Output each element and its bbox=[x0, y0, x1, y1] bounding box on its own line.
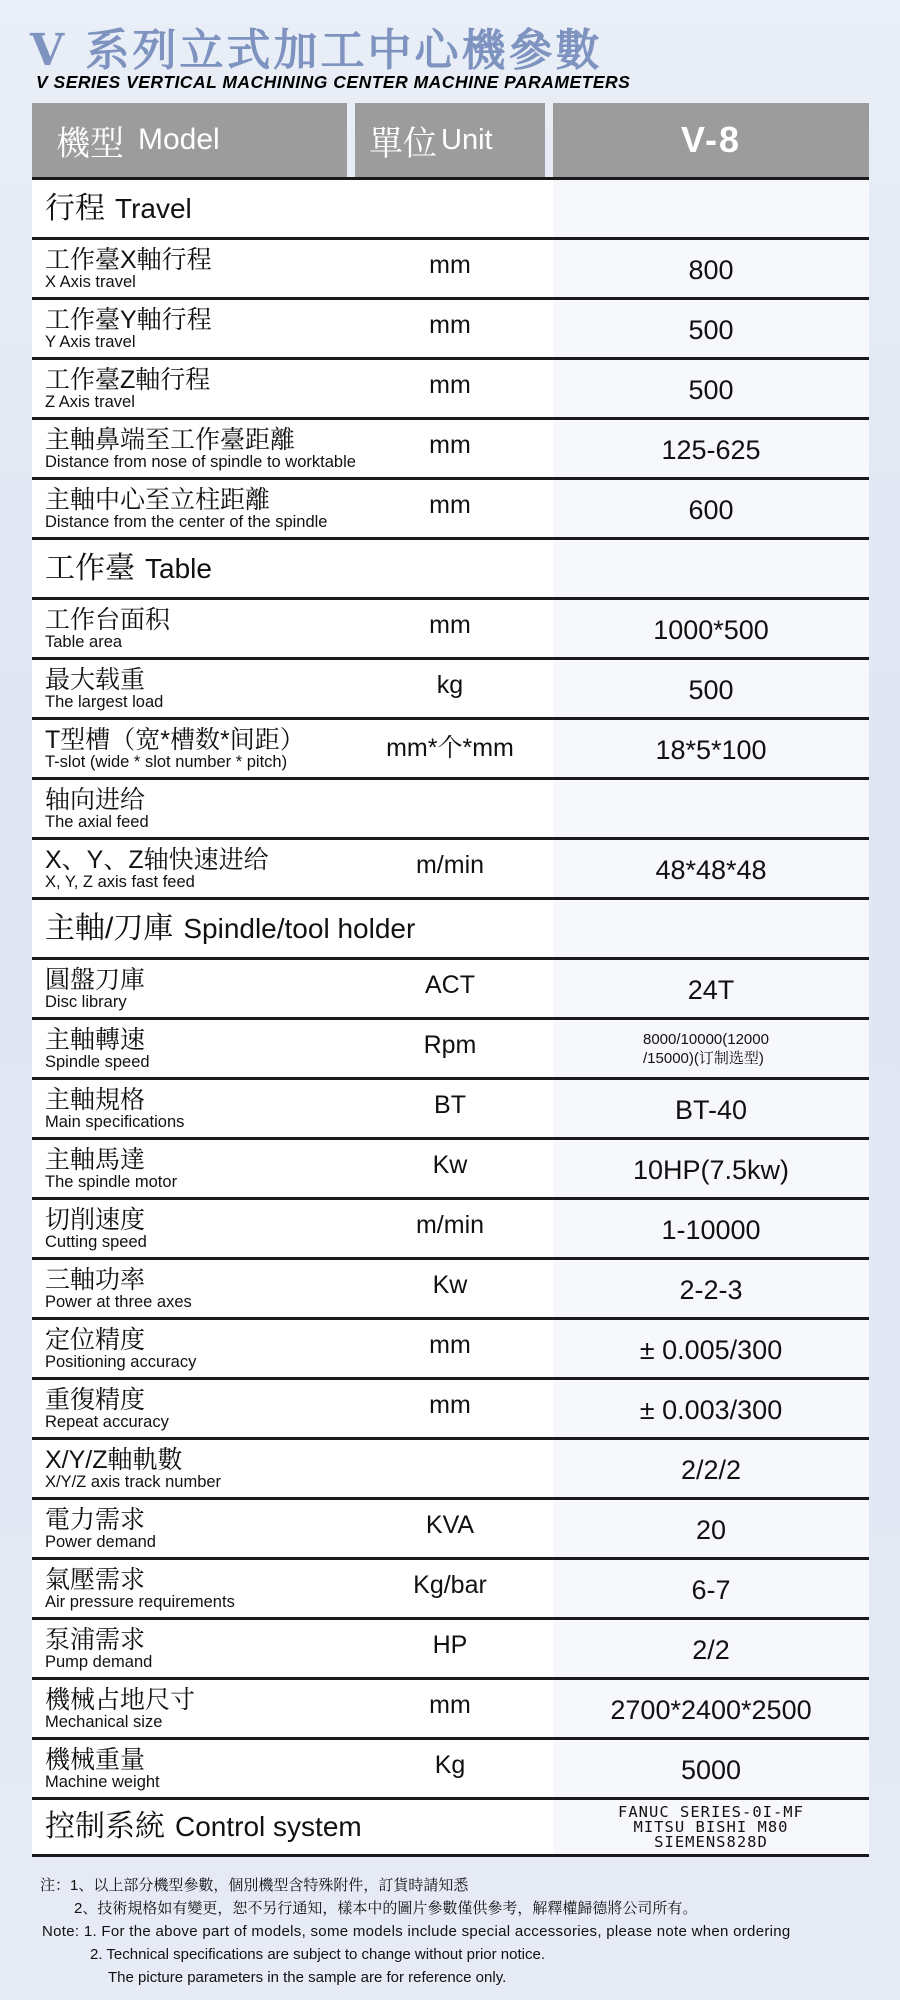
table-row bbox=[32, 1617, 869, 1677]
row-label: 主軸中心至立柱距離 bbox=[45, 485, 271, 514]
row-label: 切削速度 bbox=[45, 1205, 146, 1234]
row-value: 24T bbox=[553, 960, 869, 1017]
row-label: 主軸鼻端至工作臺距離 bbox=[45, 425, 296, 454]
row-unit: mm*个*mm bbox=[386, 733, 514, 762]
note-zh-2: 2、技術規格如有變更，恕不另行通知，樣本中的圖片參數僅供參考，解釋權歸德將公司所有。 bbox=[74, 1900, 698, 1917]
row-label-en: Main specifications bbox=[45, 1112, 185, 1131]
row-label-en: Travel bbox=[115, 192, 192, 224]
row-value: 18*5*100 bbox=[553, 720, 869, 777]
row-value: 5000 bbox=[553, 1740, 869, 1797]
row-unit: Kg bbox=[434, 1751, 466, 1779]
row-unit bbox=[355, 900, 545, 957]
row-value: 125-625 bbox=[553, 420, 869, 477]
row-value: 2700*2400*2500 bbox=[553, 1680, 869, 1737]
row-name-cell bbox=[32, 1440, 347, 1497]
row-name-cell bbox=[32, 1740, 347, 1797]
row-unit: mm bbox=[429, 611, 471, 639]
header-unit: 單位 Unit bbox=[355, 103, 545, 177]
row-unit: mm bbox=[429, 431, 471, 459]
row-value: ± 0.005/300 bbox=[553, 1320, 869, 1377]
table-row bbox=[32, 1257, 869, 1317]
table-row bbox=[32, 477, 869, 537]
row-name-cell bbox=[32, 900, 416, 957]
row-name-cell bbox=[32, 1140, 347, 1197]
row-label-en: Cutting speed bbox=[45, 1232, 147, 1251]
row-value: 48*48*48 bbox=[553, 840, 869, 897]
table-row bbox=[32, 1137, 869, 1197]
row-label: 主軸馬達 bbox=[45, 1145, 146, 1174]
row-unit: KVA bbox=[425, 1511, 475, 1539]
row-label: 控制系統 Control system bbox=[45, 1810, 362, 1843]
row-value: 2/2 bbox=[553, 1620, 869, 1677]
row-label: T型槽（宽*槽数*间距） bbox=[45, 725, 305, 754]
table-row bbox=[32, 1197, 869, 1257]
row-label-en: Distance from nose of spindle to worktable bbox=[45, 452, 356, 471]
row-label: 主軸規格 bbox=[45, 1085, 146, 1114]
table-row bbox=[32, 177, 869, 237]
row-name-cell bbox=[32, 1620, 347, 1677]
row-label-en: X Axis travel bbox=[45, 272, 136, 291]
row-unit bbox=[355, 780, 545, 837]
row-unit bbox=[355, 1440, 545, 1497]
table-row bbox=[32, 1737, 869, 1797]
row-label-en: X/Y/Z axis track number bbox=[45, 1472, 222, 1491]
row-label-en: Power demand bbox=[45, 1532, 156, 1551]
table-row bbox=[32, 1317, 869, 1377]
row-name-cell bbox=[32, 540, 347, 597]
page-subtitle: V SERIES VERTICAL MACHINING CENTER MACHINE PARAMETERS bbox=[36, 72, 631, 92]
table-row bbox=[32, 237, 869, 297]
row-name-cell bbox=[32, 180, 347, 237]
row-name-cell bbox=[32, 1320, 347, 1377]
row-name-cell bbox=[32, 720, 347, 777]
row-unit: mm bbox=[429, 491, 471, 519]
row-value: 1000*500 bbox=[553, 600, 869, 657]
row-value: 6-7 bbox=[553, 1560, 869, 1617]
row-unit: mm bbox=[429, 1391, 471, 1419]
row-value: 10HP(7.5kw) bbox=[553, 1140, 869, 1197]
row-label: 主軸轉速 bbox=[45, 1025, 146, 1054]
row-label-en: The spindle motor bbox=[45, 1172, 178, 1191]
parameters-table bbox=[32, 103, 869, 1857]
row-label: 氣壓需求 bbox=[45, 1565, 146, 1594]
table-row bbox=[32, 1077, 869, 1137]
row-unit: mm bbox=[429, 251, 471, 279]
row-label: 機械占地尺寸 bbox=[45, 1685, 196, 1714]
row-label-en: Air pressure requirements bbox=[45, 1592, 235, 1611]
row-label: 泵浦需求 bbox=[45, 1625, 146, 1654]
row-unit bbox=[355, 540, 545, 597]
row-label: 工作台面积 bbox=[45, 605, 171, 634]
row-unit: mm bbox=[429, 1691, 471, 1719]
row-label: 工作臺 Table bbox=[45, 551, 212, 585]
header-model: 機型 Model bbox=[32, 103, 347, 177]
row-label-en: Mechanical size bbox=[45, 1712, 163, 1731]
row-value: 1-10000 bbox=[553, 1200, 869, 1257]
note-en-2: 2. Technical specifications are subject to change without prior notice. bbox=[90, 1946, 545, 1963]
note-en-1: Note: 1. For the above part of models, some models include special accessories, please note when ordering bbox=[42, 1923, 791, 1940]
note-en-3: The picture parameters in the sample are for reference only. bbox=[108, 1969, 507, 1986]
row-value: 2/2/2 bbox=[553, 1440, 869, 1497]
table-row bbox=[32, 1497, 869, 1557]
row-value bbox=[553, 540, 869, 597]
row-label: X、Y、Z轴快速进给 bbox=[45, 845, 269, 874]
row-name-cell bbox=[32, 1560, 347, 1617]
table-header bbox=[32, 103, 869, 177]
row-label: 工作臺Y軸行程 bbox=[45, 305, 212, 334]
row-value bbox=[553, 900, 869, 957]
row-label-en: Power at three axes bbox=[45, 1292, 192, 1311]
table-row bbox=[32, 1557, 869, 1617]
table-row bbox=[32, 897, 869, 957]
row-unit: Rpm bbox=[423, 1031, 477, 1059]
row-value: ± 0.003/300 bbox=[553, 1380, 869, 1437]
row-name-cell bbox=[32, 1500, 347, 1557]
row-name-cell bbox=[32, 840, 347, 897]
row-label: 最大载重 bbox=[45, 665, 146, 694]
row-name-cell bbox=[32, 240, 347, 297]
row-unit: Kw bbox=[432, 1151, 468, 1179]
row-label: 圓盤刀庫 bbox=[45, 965, 146, 994]
table-row bbox=[32, 297, 869, 357]
row-label: 機械重量 bbox=[45, 1745, 146, 1774]
row-unit: mm bbox=[429, 1331, 471, 1359]
table-row bbox=[32, 537, 869, 597]
row-name-cell bbox=[32, 420, 356, 477]
table-row bbox=[32, 1797, 869, 1857]
row-name-cell bbox=[32, 660, 347, 717]
table-row bbox=[32, 777, 869, 837]
row-value: 2-2-3 bbox=[553, 1260, 869, 1317]
row-label-en: Positioning accuracy bbox=[45, 1352, 197, 1371]
row-label: 工作臺X軸行程 bbox=[45, 245, 212, 274]
table-body bbox=[32, 177, 869, 1857]
row-label-en: Y Axis travel bbox=[45, 332, 136, 351]
row-label-en: Table area bbox=[45, 632, 123, 651]
table-row bbox=[32, 1377, 869, 1437]
table-row bbox=[32, 597, 869, 657]
row-label-en: Pump demand bbox=[45, 1652, 153, 1671]
row-unit: ACT bbox=[425, 971, 475, 999]
row-label: 工作臺Z軸行程 bbox=[45, 365, 211, 394]
footnotes bbox=[40, 1874, 791, 1989]
row-value bbox=[553, 180, 869, 237]
row-value: 800 bbox=[553, 240, 869, 297]
row-unit: Kg/bar bbox=[413, 1571, 487, 1599]
header-model-value: V-8 bbox=[553, 103, 869, 177]
row-value: 500 bbox=[553, 660, 869, 717]
row-label: 電力需求 bbox=[45, 1505, 146, 1534]
table-row bbox=[32, 837, 869, 897]
row-value: 500 bbox=[553, 360, 869, 417]
table-row bbox=[32, 1017, 869, 1077]
row-name-cell bbox=[32, 780, 347, 837]
row-label-en: Spindle speed bbox=[45, 1052, 150, 1071]
row-name-cell bbox=[32, 480, 347, 537]
row-label-en: T-slot (wide * slot number * pitch) bbox=[45, 752, 288, 771]
row-name-cell bbox=[32, 300, 347, 357]
table-row bbox=[32, 417, 869, 477]
row-label: 定位精度 bbox=[45, 1325, 146, 1354]
row-value: 600 bbox=[553, 480, 869, 537]
row-value: 8000/10000(12000 /15000)(订制选型) bbox=[553, 1020, 869, 1077]
row-label-en: Z Axis travel bbox=[45, 392, 135, 411]
row-label: 三軸功率 bbox=[45, 1265, 146, 1294]
row-label-en: Repeat accuracy bbox=[45, 1412, 169, 1431]
row-unit: Kw bbox=[432, 1271, 468, 1299]
row-name-cell bbox=[32, 1380, 347, 1437]
row-label: 重復精度 bbox=[45, 1385, 146, 1414]
row-name-cell bbox=[32, 1800, 362, 1854]
table-row bbox=[32, 1677, 869, 1737]
row-value bbox=[553, 780, 869, 837]
row-label: 主軸/刀庫 Spindle/tool holder bbox=[45, 911, 416, 945]
row-name-cell bbox=[32, 600, 347, 657]
row-unit: BT bbox=[434, 1091, 466, 1119]
row-label-en: The axial feed bbox=[45, 812, 149, 831]
page-title: V 系列立式加工中心機參數 bbox=[30, 25, 603, 76]
row-label-en: Table bbox=[145, 552, 212, 584]
row-label-en: Distance from the center of the spindle bbox=[45, 512, 328, 531]
row-value: FANUC SERIES-0I-MF MITSU BISHI M80 SIEMENS828D bbox=[553, 1800, 869, 1854]
table-row bbox=[32, 1437, 869, 1497]
row-name-cell bbox=[32, 1200, 347, 1257]
table-row bbox=[32, 957, 869, 1017]
row-label-en: Disc library bbox=[45, 992, 127, 1011]
row-unit: kg bbox=[436, 671, 464, 699]
row-label-en: The largest load bbox=[45, 692, 164, 711]
row-name-cell bbox=[32, 1020, 347, 1077]
row-label-en: X, Y, Z axis fast feed bbox=[45, 872, 195, 891]
row-name-cell bbox=[32, 360, 347, 417]
row-unit: m/min bbox=[415, 851, 485, 879]
row-unit: mm bbox=[429, 371, 471, 399]
row-label-en: Control system bbox=[175, 1811, 362, 1842]
row-label: 轴向进给 bbox=[45, 785, 146, 814]
row-label: X/Y/Z軸軌數 bbox=[45, 1445, 183, 1474]
row-unit: mm bbox=[429, 311, 471, 339]
table-row bbox=[32, 357, 869, 417]
row-value: 20 bbox=[553, 1500, 869, 1557]
row-value: 500 bbox=[553, 300, 869, 357]
note-zh-1: 注：1、以上部分機型參數，個別機型含特殊附件，訂貨時請知悉 bbox=[40, 1877, 469, 1894]
row-unit: m/min bbox=[415, 1211, 485, 1239]
table-row bbox=[32, 717, 869, 777]
row-name-cell bbox=[32, 1680, 347, 1737]
row-label: 行程 Travel bbox=[45, 191, 192, 225]
row-name-cell bbox=[32, 1260, 347, 1317]
row-name-cell bbox=[32, 960, 347, 1017]
row-name-cell bbox=[32, 1080, 347, 1137]
row-unit bbox=[355, 180, 545, 237]
table-row bbox=[32, 657, 869, 717]
row-value: BT-40 bbox=[553, 1080, 869, 1137]
row-unit bbox=[355, 1800, 545, 1854]
row-label-en: Spindle/tool holder bbox=[183, 912, 416, 944]
row-unit: HP bbox=[432, 1631, 468, 1659]
row-label-en: Machine weight bbox=[45, 1772, 160, 1791]
